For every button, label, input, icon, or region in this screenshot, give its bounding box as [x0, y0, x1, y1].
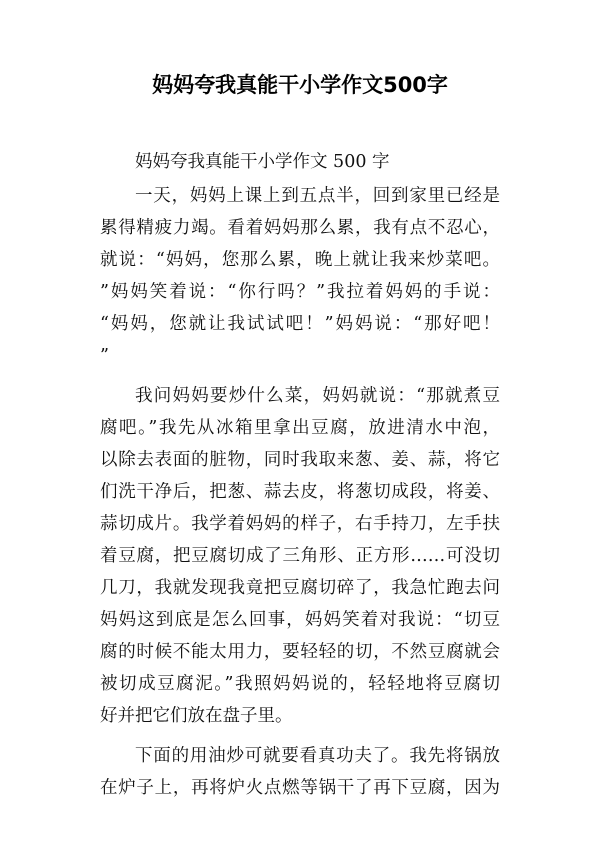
text-line: 就说：“妈妈，您那么累，晚上就让我来炒菜吧。 [100, 250, 500, 270]
text-line: “妈妈，您就让我试试吧！”妈妈说：“那好吧！ [100, 314, 500, 334]
text-line: ”妈妈笑着说：“你行吗？”我拉着妈妈的手说： [100, 282, 500, 302]
text-line: 好并把它们放在盘子里。 [100, 706, 293, 726]
paragraph-gap [100, 732, 500, 740]
text-line: 蒜切成片。我学着妈妈的样子，右手持刀，左手扶 [100, 514, 500, 534]
text-line: 着豆腐，把豆腐切成了三角形、正方形……可没切 [100, 546, 500, 566]
paragraph-gap [100, 372, 500, 380]
paragraph-2 [100, 380, 500, 732]
text-line: 妈妈这到底是怎么回事，妈妈笑着对我说：“切豆 [100, 610, 500, 630]
text-line: 们洗干净后，把葱、蒜去皮，将葱切成段，将姜、 [100, 482, 500, 502]
text-line: 累得精疲力竭。看着妈妈那么累，我有点不忍心， [100, 218, 500, 238]
paragraph-1 [100, 180, 500, 372]
essay-subtitle: 妈妈夸我真能干小学作文 500 字 [135, 152, 390, 172]
text-line: 下面的用油炒可就要看真功夫了。我先将锅放 [135, 746, 500, 766]
text-line: 腐的时候不能太用力，要轻轻的切，不然豆腐就会 [100, 642, 500, 662]
text-line: 被切成豆腐泥。”我照妈妈说的，轻轻地将豆腐切 [100, 674, 500, 694]
text-line: ” [100, 346, 109, 366]
text-line: 腐吧。”我先从冰箱里拿出豆腐，放进清水中泡， [100, 418, 500, 438]
text-line: 一天，妈妈上课上到五点半，回到家里已经是 [135, 186, 500, 206]
text-line: 以除去表面的脏物，同时我取来葱、姜、蒜，将它 [100, 450, 500, 470]
paragraph-3 [100, 740, 500, 804]
document-body [100, 148, 500, 804]
text-line: 在炉子上，再将炉火点燃等锅干了再下豆腐，因为 [100, 778, 500, 798]
text-line: 我问妈妈要炒什么菜，妈妈就说：“那就煮豆 [135, 386, 500, 406]
document-title: 妈妈夸我真能干小学作文500字 [152, 73, 448, 97]
text-line: 几刀，我就发现我竟把豆腐切碎了，我急忙跑去问 [100, 578, 500, 598]
